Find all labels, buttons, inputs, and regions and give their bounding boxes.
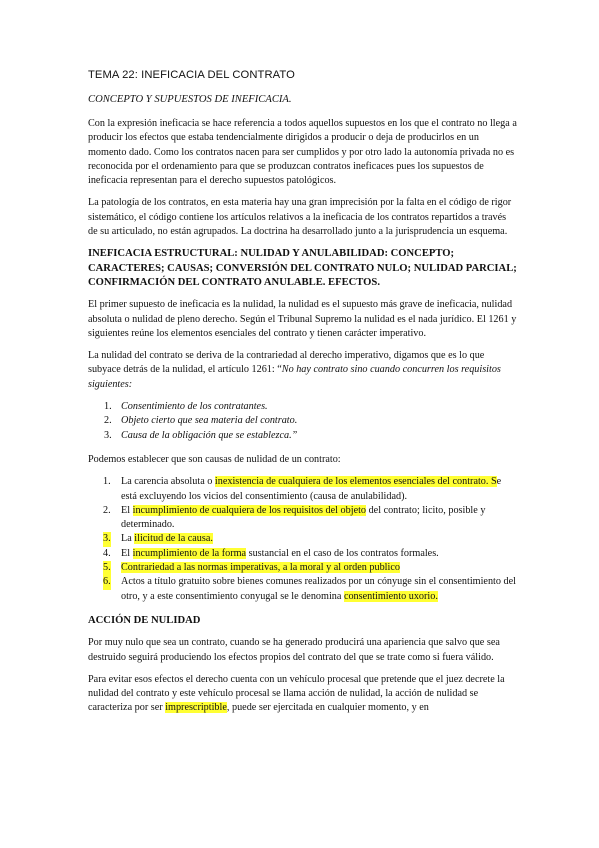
list-number: 6. bbox=[103, 575, 111, 589]
list-number: 2. bbox=[103, 504, 111, 516]
document-page bbox=[88, 68, 518, 724]
list-number: 5. bbox=[103, 561, 111, 575]
paragraph-article-1261 bbox=[88, 349, 518, 392]
highlighted-text: ilicitud de la causa. bbox=[134, 533, 213, 545]
list-text: Causa de la obligación que se establezca.” bbox=[121, 429, 298, 441]
article-quote: No hay contrato sino cuando concurren los requisitos siguientes: bbox=[88, 364, 501, 390]
highlighted-text: incumplimiento de la forma bbox=[132, 547, 247, 559]
paragraph-nulidad-intro: El primer supuesto de ineficacia es la nulidad, la nulidad es el supuesto más grave de ineficacia, nulidad absoluta o nulidad de pleno derecho. Según el Tribunal Supremo la nulidad es el nada jurídico. El 1261 y siguientes reúne los elementos esenciales del contrato y tienen carácter imperativo. bbox=[88, 299, 517, 339]
list-text: del contrato; licito, posible y determinado. bbox=[121, 504, 486, 531]
highlighted-text: imprescriptible bbox=[165, 702, 227, 714]
list-text: El bbox=[121, 504, 133, 516]
list-number: 1. bbox=[103, 476, 111, 488]
section-heading-nulidad-anulabilidad: INEFICACIA ESTRUCTURAL: NULIDAD Y ANULABILIDAD: CONCEPTO; CARACTERES; CAUSAS; CONVERSIÓN DEL CONTRATO NULO; NULIDAD PARCIAL; CONFIRMACIÓN DEL CONTRATO ANULABLE. EFECTOS. bbox=[88, 248, 517, 288]
list-number: 3. bbox=[104, 429, 112, 441]
list-text: La carencia absoluta o bbox=[121, 476, 215, 488]
paragraph-text: , puede ser ejercitada en cualquier momento, y en bbox=[226, 702, 429, 714]
list-item bbox=[88, 400, 518, 414]
list-text: La bbox=[121, 533, 135, 545]
highlighted-text: Contrariedad a las normas imperativas, a la moral y al orden publico bbox=[121, 562, 400, 574]
causes-list bbox=[88, 475, 518, 604]
list-number: 2. bbox=[104, 415, 112, 427]
highlighted-text: incumplimiento de cualquiera de los requisitos del objeto bbox=[132, 504, 367, 516]
list-item bbox=[88, 547, 518, 561]
list-item bbox=[88, 429, 518, 443]
list-item bbox=[88, 504, 518, 533]
requirements-list bbox=[88, 400, 518, 443]
list-text: e está excluyendo los vicios del consentimiento (causa de anulabilidad). bbox=[121, 476, 502, 502]
list-item bbox=[88, 575, 518, 604]
list-item bbox=[88, 561, 518, 575]
document-title: TEMA 22: INEFICACIA DEL CONTRATO bbox=[88, 69, 295, 81]
section-subtitle: CONCEPTO Y SUPUESTOS DE INEFICACIA. bbox=[88, 94, 292, 105]
list-number: 3. bbox=[103, 532, 111, 546]
list-item bbox=[88, 475, 518, 504]
article-text: La nulidad del contrato se deriva de la contrariedad al derecho imperativo, digamos que es lo que subyace detrás de la nulidad, el artículo 1261: “ bbox=[88, 350, 485, 376]
list-number: 1. bbox=[104, 401, 112, 413]
list-text: Consentimiento de los contratantes. bbox=[121, 401, 268, 413]
list-text: Actos a título gratuito sobre bienes comunes realizados por un cónyuge sin el consentimiento del otro, y a este consentimiento conyugal se le denomina bbox=[121, 576, 516, 602]
list-item bbox=[88, 414, 518, 428]
paragraph-appearance: Por muy nulo que sea un contrato, cuando se ha generado producirá una apariencia que salvo que sea destruido seguirá produciendo los efectos propios del contrato del que se trate como si fuera válido. bbox=[88, 637, 500, 663]
section-heading-accion-nulidad: ACCIÓN DE NULIDAD bbox=[88, 614, 201, 626]
paragraph-pathology: La patología de los contratos, en esta materia hay una gran imprecisión por la falta en el código de rigor sistemático, el código contiene los artículos relativos a la ineficacia de los contratos repartidos a través de su articulado, no están agrupados. La doctrina ha desarrollado junto a la jurisprudencia un esquema. bbox=[88, 197, 512, 238]
paragraph-definition: Con la expresión ineficacia se hace referencia a todos aquellos supuestos en los que el contrato no llega a producir los efectos que estaba tendencialmente dirigidos a producir o deja de producirlos en un momento dado. Como los contratos nacen para ser cumplidos y por otro lado la autonomía privada no es reconocida por el ordenamiento para que se produzcan contratos ineficaces pues los supuestos de ineficacia representan para el derecho supuestos patológicos. bbox=[88, 118, 517, 187]
paragraph-text: Para evitar esos efectos el derecho cuenta con un vehículo procesal que pretende que el juez decrete la nulidad del contrato y este vehículo procesal se llama acción de nulidad, la acción de nulidad se caracteriza por ser bbox=[88, 673, 505, 714]
paragraph-action bbox=[88, 673, 518, 716]
highlighted-text: consentimiento uxorio. bbox=[343, 590, 438, 602]
highlighted-text: inexistencia de cualquiera de los elementos esenciales del contrato. S bbox=[214, 476, 497, 488]
list-item bbox=[88, 532, 518, 546]
list-text: Objeto cierto que sea materia del contrato. bbox=[121, 415, 298, 427]
list-text: El bbox=[121, 547, 133, 559]
paragraph-causes-intro: Podemos establecer que son causas de nulidad de un contrato: bbox=[88, 453, 341, 465]
list-text: sustancial en el caso de los contratos formales. bbox=[246, 547, 439, 559]
list-number: 4. bbox=[103, 547, 111, 559]
